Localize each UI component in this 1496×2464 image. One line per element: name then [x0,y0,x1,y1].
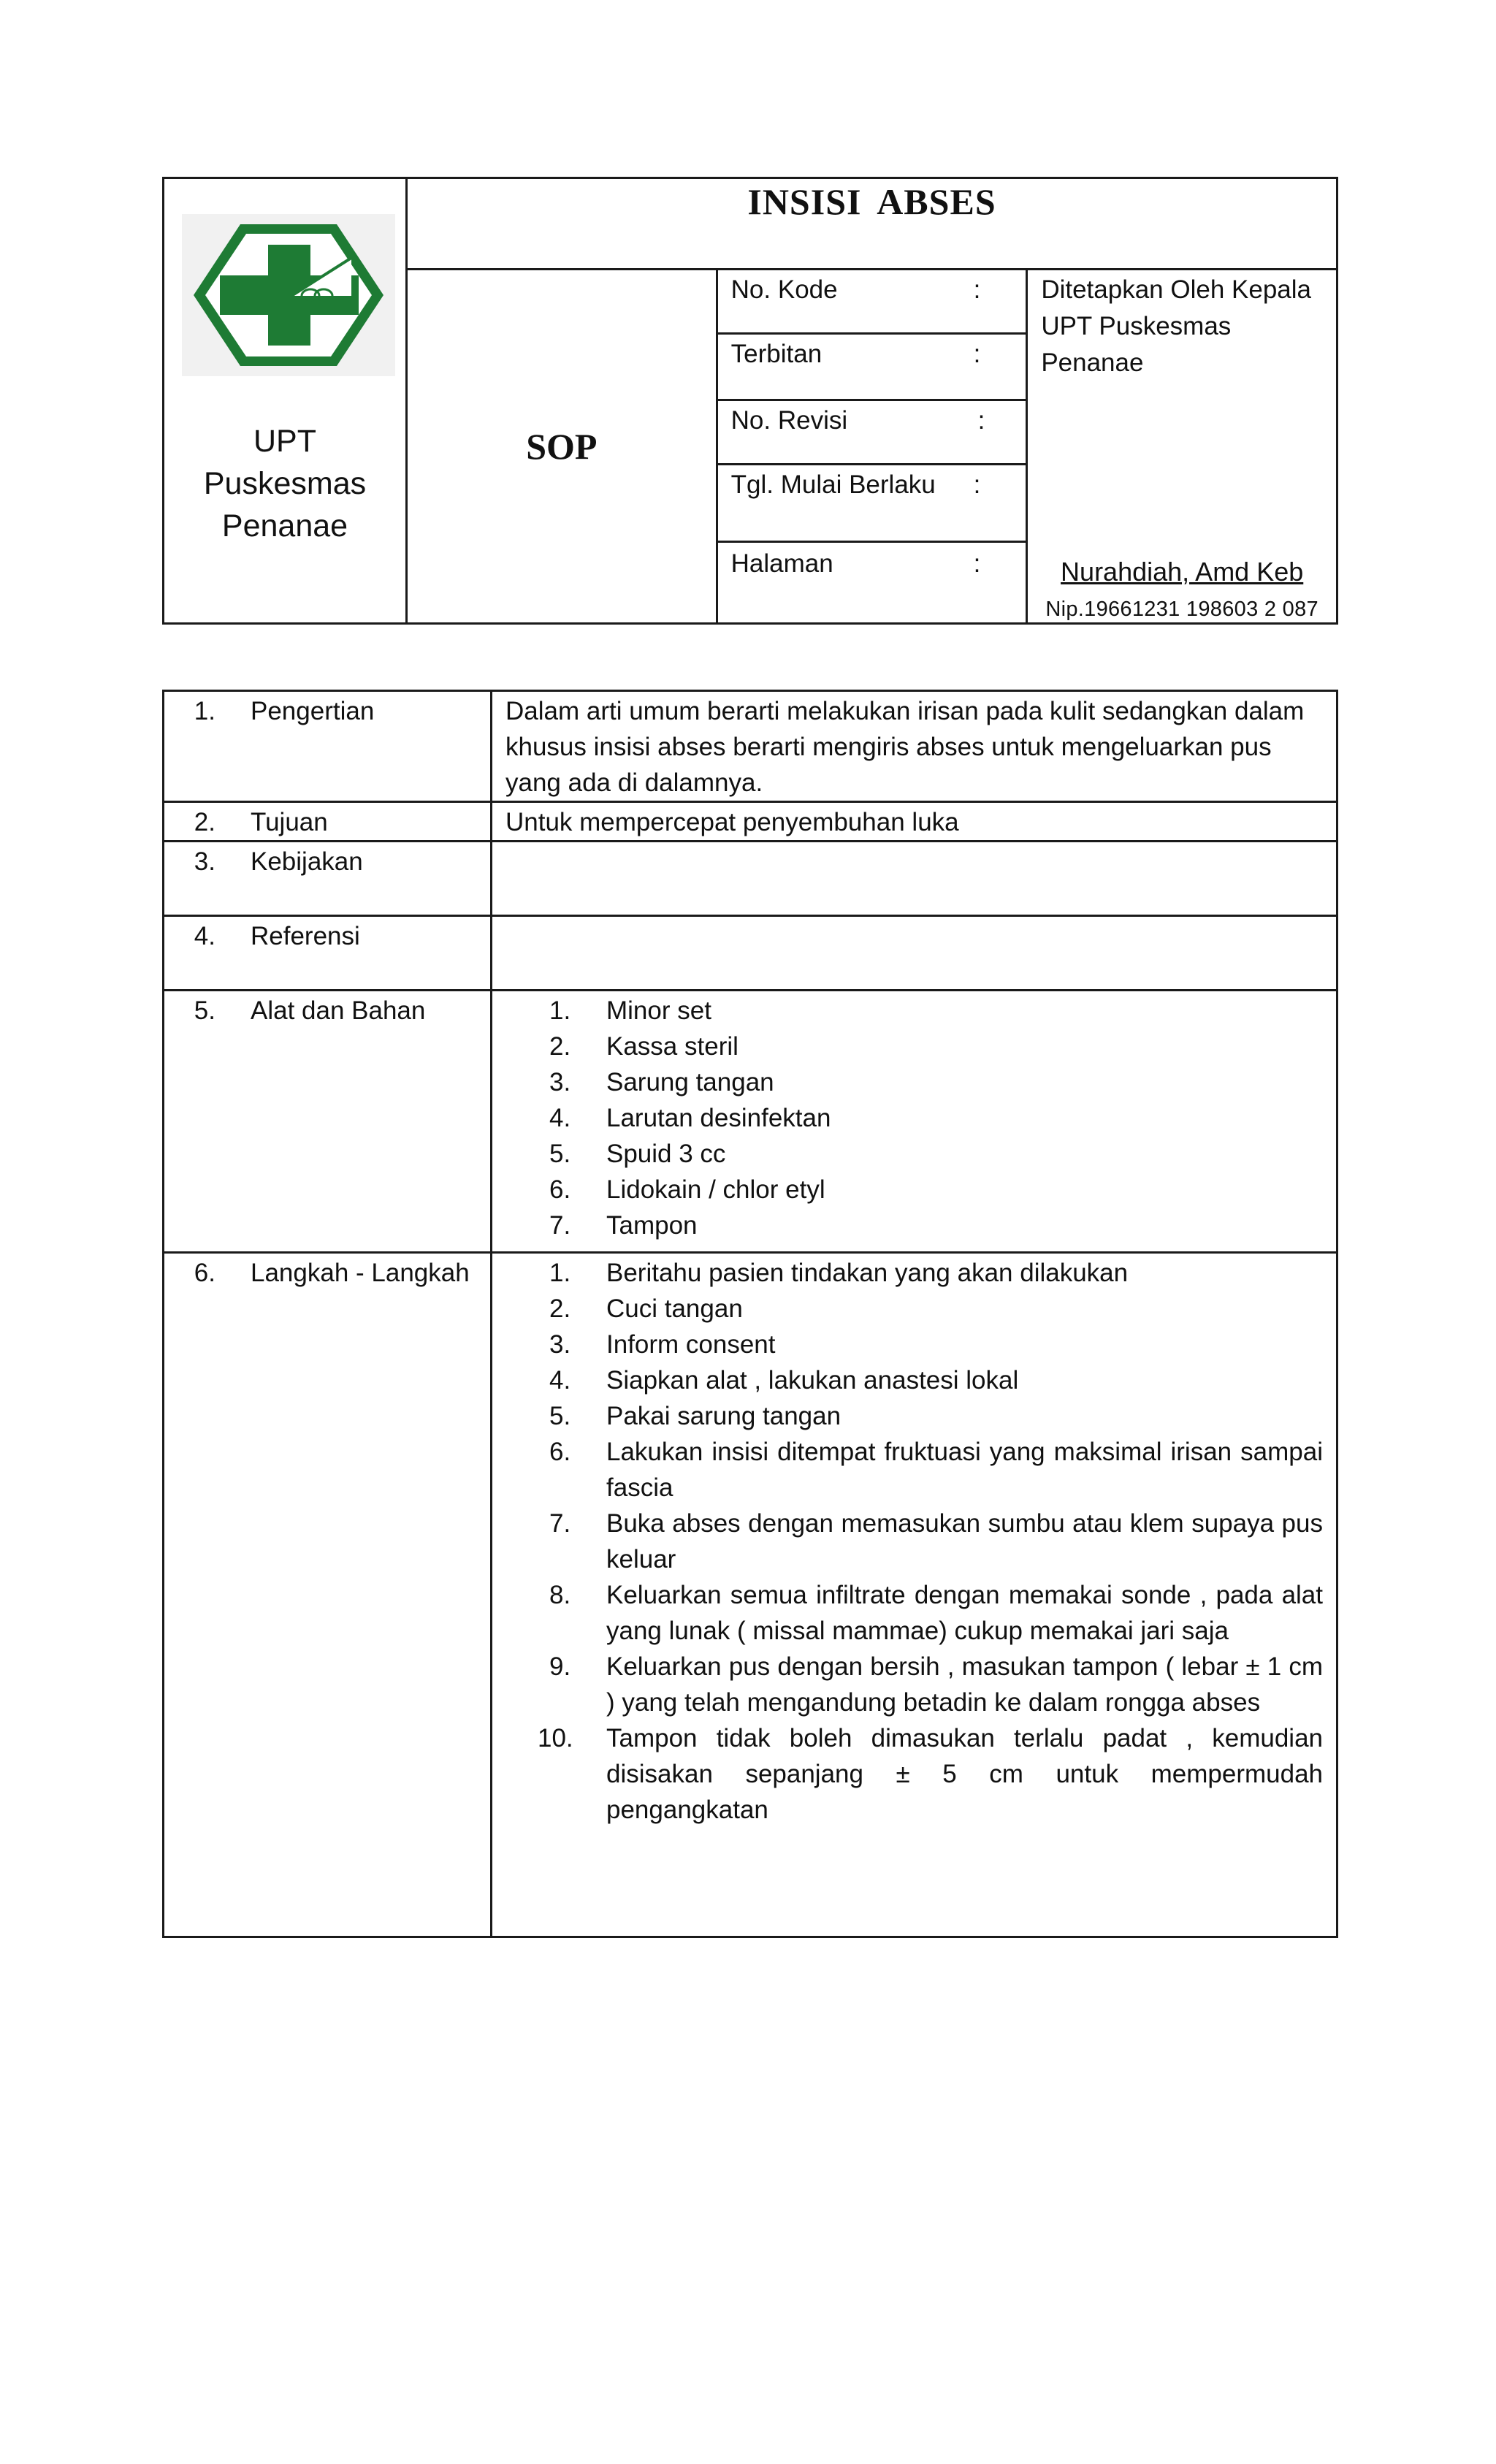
row-label [164,1253,492,1937]
table-row [164,991,1337,1253]
signer-nip: Nip.19661231 198603 2 087 [1045,598,1318,621]
row-number: 5. [194,996,215,1025]
meta-colon: : [973,470,981,499]
list-text: Pakai sarung tangan [606,1402,842,1430]
pengertian-text: Dalam arti umum berarti melakukan irisan pada kulit sedangkan dalam khusus insisi abses berarti mengiris abses untuk mengeluarkan pus yang ada di dalamnya. [505,697,1305,797]
list-number: 5. [549,1402,571,1430]
meta-label: Terbitan [730,340,823,368]
list-item [505,1291,1323,1327]
list-number: 3. [549,1330,571,1359]
table-row [164,916,1337,991]
approval-line: UPT Puskesmas [1041,312,1232,340]
document-title: INSISI ABSES [747,181,996,222]
list-item [505,1136,1323,1172]
approval-cell [1027,270,1337,624]
list-text: Kassa steril [606,1032,739,1061]
list-text: Inform consent [606,1330,776,1359]
list-text: Beritahu pasien tindakan yang akan dilakukan [606,1259,1129,1287]
list-number: 6. [549,1175,571,1204]
row-label [164,802,492,842]
row-number: 1. [194,697,215,725]
list-number: 3. [549,1068,571,1096]
row-label [164,691,492,802]
approval-line: Penanae [1041,348,1144,377]
list-number: 6. [549,1438,571,1466]
table-row [164,691,1337,802]
list-item [505,1255,1323,1291]
sop-header-table [162,177,1338,625]
row-label-text: Alat dan Bahan [251,996,426,1025]
approval-line: Ditetapkan Oleh Kepala [1041,275,1311,304]
list-text: Cuci tangan [606,1294,743,1323]
row-number: 3. [194,847,215,876]
meta-row-tgl-mulai-berlaku [718,465,1026,543]
row-value [492,916,1337,991]
sop-label: SOP [526,426,598,467]
row-number: 2. [194,808,215,836]
meta-label: No. Revisi [730,406,848,435]
list-number: 7. [549,1509,571,1538]
langkah-list [505,1255,1323,1828]
org-name-line: Puskesmas [203,466,367,501]
list-item [505,993,1323,1029]
list-item [505,1208,1323,1243]
list-item [505,1649,1323,1720]
row-value [492,842,1337,916]
list-item [505,1577,1323,1649]
row-number: 6. [194,1259,215,1287]
tujuan-text: Untuk mempercepat penyembuhan luka [505,808,959,836]
list-item [505,1100,1323,1136]
table-row [164,842,1337,916]
list-text: Sarung tangan [606,1068,774,1096]
sop-content-table [162,690,1338,1938]
row-label-text: Kebijakan [251,847,363,876]
sop-cell [407,270,717,624]
list-number: 8. [549,1581,571,1609]
title-cell [407,178,1337,270]
list-text: Keluarkan semua infiltrate dengan memakai sonde , pada alat yang lunak ( missal mammae) cukup memakai jari saja [606,1581,1323,1645]
list-item [505,1029,1323,1064]
list-text: Keluarkan pus dengan bersih , masukan tampon ( lebar ± 1 cm ) yang telah mengandung betadin ke dalam rongga abses [606,1652,1323,1717]
list-text: Lakukan insisi ditempat fruktuasi yang maksimal irisan sampai fascia [606,1438,1323,1502]
list-number: 2. [549,1294,571,1323]
list-item [505,1172,1323,1208]
list-number: 2. [549,1032,571,1061]
meta-colon: : [973,340,981,368]
list-number: 4. [549,1104,571,1132]
row-label [164,916,492,991]
list-item [505,1362,1323,1398]
row-value [492,802,1337,842]
list-number: 1. [549,1259,571,1287]
list-text: Minor set [606,996,711,1025]
list-item [505,1327,1323,1362]
list-text: Lidokain / chlor etyl [606,1175,825,1204]
list-number: 10. [538,1724,573,1752]
meta-colon: : [973,275,981,304]
meta-row-terbitan [718,335,1026,401]
list-item [505,1064,1323,1100]
meta-cell [717,270,1027,624]
list-number: 4. [549,1366,571,1395]
list-item [505,1720,1323,1828]
row-label-text: Langkah - Langkah [251,1259,470,1287]
row-value [492,991,1337,1253]
row-label-text: Pengertian [251,697,375,725]
alat-list [505,993,1323,1243]
meta-colon: : [973,549,981,578]
list-item [505,1434,1323,1506]
org-name-line: Penanae [221,508,348,543]
list-number: 5. [549,1140,571,1168]
row-label-text: Tujuan [251,808,328,836]
row-value [492,691,1337,802]
list-number: 9. [549,1652,571,1681]
signer-name: Nurahdiah, Amd Keb [1061,557,1304,587]
table-row [164,1253,1337,1937]
table-row [164,802,1337,842]
list-item [505,1506,1323,1577]
meta-colon: : [977,406,985,435]
row-label [164,842,492,916]
list-item [505,1398,1323,1434]
meta-row-no-revisi [718,401,1026,465]
list-text: Siapkan alat , lakukan anastesi lokal [606,1366,1019,1395]
list-text: Tampon [606,1211,698,1240]
list-text: Buka abses dengan memasukan sumbu atau klem supaya pus keluar [606,1509,1323,1574]
meta-label: No. Kode [730,275,838,304]
org-cell [164,178,407,624]
row-number: 4. [194,922,215,950]
org-name [164,420,405,547]
meta-label: Halaman [730,549,833,578]
approval-text [1028,270,1336,381]
row-label-text: Referensi [251,922,360,950]
list-text: Spuid 3 cc [606,1140,726,1168]
list-number: 7. [549,1211,571,1240]
list-number: 1. [549,996,571,1025]
meta-row-halaman [718,543,1026,622]
list-text: Larutan desinfektan [606,1104,831,1132]
list-text: Tampon tidak boleh dimasukan terlalu padat , kemudian disisakan sepanjang ± 5 cm untuk mempermudah pengangkatan [606,1724,1323,1824]
meta-row-no-kode [718,270,1026,335]
puskesmas-logo-icon [182,214,395,376]
row-label [164,991,492,1253]
org-name-line: UPT [253,424,316,459]
row-value [492,1253,1337,1937]
meta-label: Tgl. Mulai Berlaku [730,470,936,499]
